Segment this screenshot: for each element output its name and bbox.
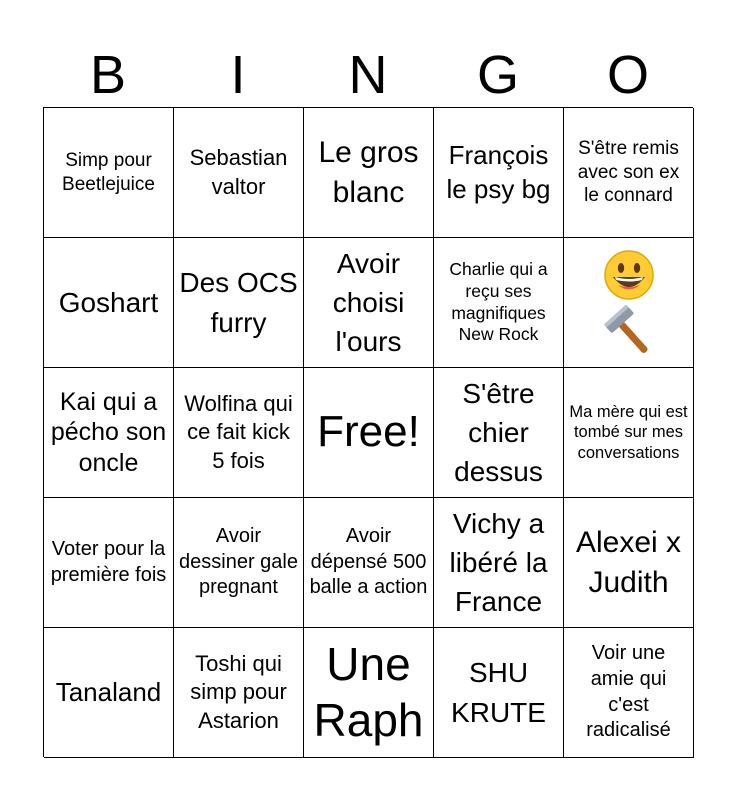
bingo-cell[interactable] bbox=[304, 498, 434, 628]
cell-text: Avoir dépensé 500 balle a action bbox=[309, 525, 428, 599]
header-letter-b: B bbox=[89, 45, 127, 105]
bingo-cell-emoji[interactable] bbox=[564, 238, 694, 368]
bingo-cell[interactable] bbox=[44, 108, 174, 238]
header-letter-o: O bbox=[606, 45, 649, 105]
bingo-header bbox=[43, 44, 693, 106]
bingo-cell[interactable] bbox=[44, 498, 174, 628]
bingo-cell[interactable] bbox=[564, 628, 694, 758]
bingo-cell[interactable] bbox=[564, 498, 694, 628]
cell-text: Kai qui a pécho son oncle bbox=[50, 387, 167, 477]
free-space-text: Free! bbox=[317, 407, 420, 457]
bingo-cell[interactable] bbox=[434, 108, 564, 238]
cell-text: Tanaland bbox=[55, 676, 162, 707]
bingo-cell[interactable] bbox=[304, 238, 434, 368]
bingo-card-grid bbox=[43, 107, 693, 757]
bingo-cell[interactable] bbox=[434, 238, 564, 368]
header-letter-i: I bbox=[230, 45, 246, 105]
cell-text: Sebastian valtor bbox=[189, 144, 288, 199]
cell-text: Vichy a libéré la France bbox=[449, 507, 548, 618]
cell-text: Avoir choisi l'ours bbox=[332, 247, 405, 358]
cell-text: Ma mère qui est tombé sur mes conversations bbox=[569, 402, 688, 462]
cell-text: Voter pour la première fois bbox=[50, 537, 167, 586]
cell-text: Charlie qui a reçu ses magnifiques New Rock bbox=[449, 259, 548, 345]
bingo-cell[interactable] bbox=[174, 108, 304, 238]
bingo-cell[interactable] bbox=[174, 628, 304, 758]
header-letter-n: N bbox=[348, 45, 388, 105]
smiley-face-icon bbox=[600, 249, 658, 301]
bingo-cell[interactable] bbox=[304, 108, 434, 238]
cell-text: Alexei x Judith bbox=[575, 525, 682, 599]
bingo-cell[interactable] bbox=[434, 498, 564, 628]
cell-text: Voir une amie qui c'est radicalisé bbox=[586, 642, 671, 742]
bingo-cell[interactable] bbox=[304, 628, 434, 758]
bingo-cell[interactable] bbox=[44, 628, 174, 758]
bingo-cell[interactable] bbox=[564, 368, 694, 498]
header-letter-g: G bbox=[476, 45, 519, 105]
cell-text: S'être chier dessus bbox=[454, 377, 543, 488]
bingo-cell-free[interactable] bbox=[304, 368, 434, 498]
bingo-cell[interactable] bbox=[44, 238, 174, 368]
cell-text: Une Raph bbox=[313, 638, 424, 746]
cell-text: Wolfina qui ce fait kick 5 fois bbox=[184, 390, 293, 473]
bingo-cell[interactable] bbox=[174, 238, 304, 368]
bingo-cell[interactable] bbox=[174, 498, 304, 628]
bingo-cell[interactable] bbox=[564, 108, 694, 238]
cell-text: Toshi qui simp pour Astarion bbox=[190, 650, 287, 733]
bingo-cell[interactable] bbox=[434, 628, 564, 758]
bingo-cell[interactable] bbox=[174, 368, 304, 498]
cell-text: SHU KRUTE bbox=[451, 657, 546, 728]
cell-text: François le psy bg bbox=[446, 139, 551, 204]
bingo-cell[interactable] bbox=[434, 368, 564, 498]
cell-text: Le gros blanc bbox=[318, 135, 419, 209]
hammer-icon bbox=[600, 305, 658, 357]
cell-text: Des OCS furry bbox=[179, 267, 298, 338]
cell-text: S'être remis avec son ex le connard bbox=[577, 138, 680, 207]
bingo-cell[interactable] bbox=[44, 368, 174, 498]
cell-text: Simp pour Beetlejuice bbox=[62, 149, 155, 195]
cell-text: Avoir dessiner gale pregnant bbox=[179, 525, 298, 599]
cell-text: Goshart bbox=[58, 286, 159, 318]
